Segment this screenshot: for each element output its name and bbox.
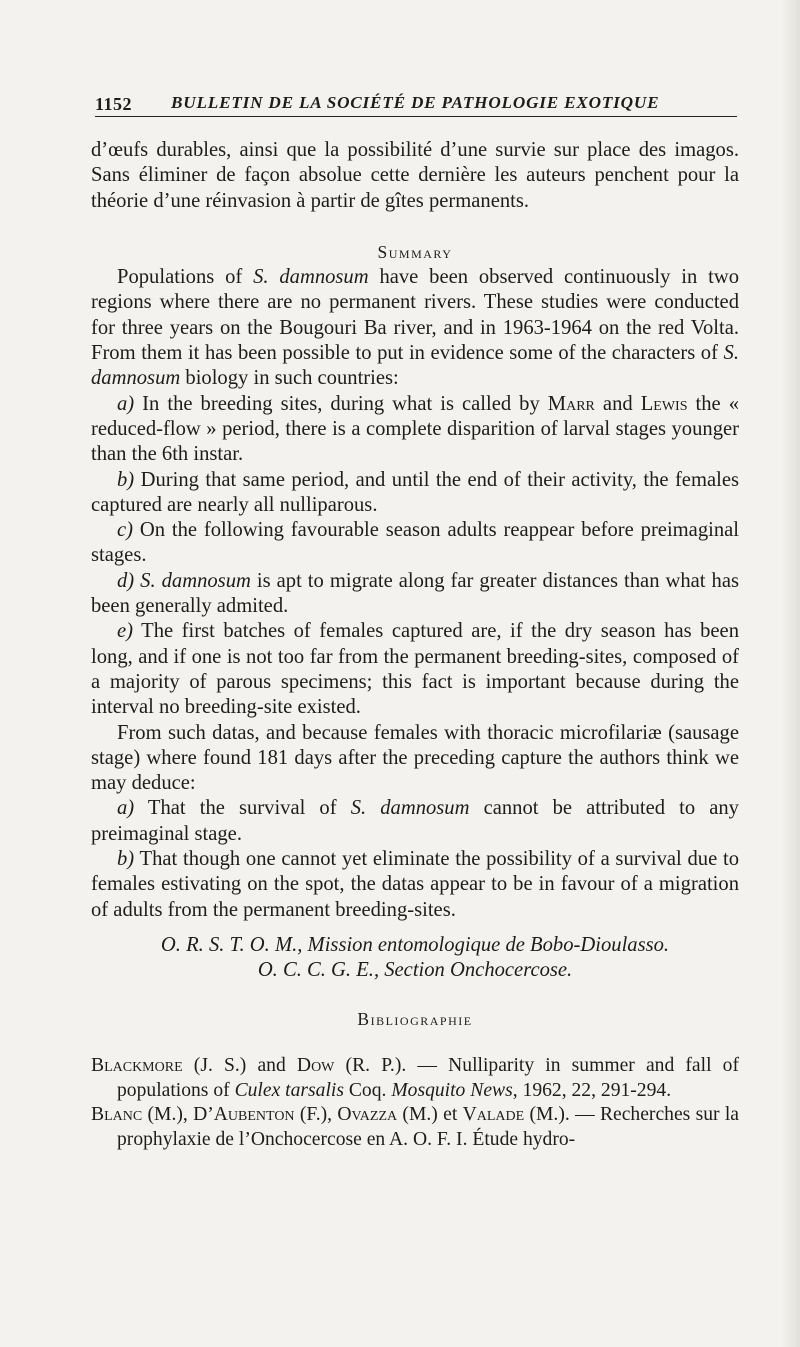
- species-name: S. damnosum: [350, 797, 470, 820]
- summary-deduction-paragraph: From such datas, and because females with thoracic microfilariæ (sausage stage) where found 181 days after the preceding capture the authors think we may deduce:: [91, 721, 739, 795]
- author-name: Valade: [462, 1104, 525, 1126]
- bibliography-entry: Blanc (M.), D’Aubenton (F.), Ovazza (M.) et Valade (M.). — Recherches sur la prophylaxie de l’Onchocercose en A. O. F. I. Étude hydro-: [91, 1104, 739, 1150]
- bibliography-entry: Blackmore (J. S.) and Dow (R. P.). — Nulliparity in summer and fall of populations of Culex tarsalis Coq. Mosquito News, 1962, 22, 291-294.: [91, 1054, 739, 1101]
- author-name: Marr: [547, 392, 595, 415]
- bibliography-heading: Bibliographie: [357, 1008, 473, 1029]
- author-name: Ovazza: [337, 1104, 398, 1126]
- species-name: S. damnosum: [91, 342, 739, 390]
- running-head: [95, 92, 737, 117]
- summary-item-b: b) During that same period, and until the end of their activity, the females captured are nearly all nulliparous.: [91, 468, 739, 516]
- summary-item-e: e) The first batches of females captured are, if the dry season has been long, and if one is not too far from the permanent breeding-sites, composed of a majority of parous specimens; this fact is important because during the interval no breeding-site existed.: [91, 620, 739, 719]
- item-label: d): [117, 569, 135, 592]
- summary-conclusion-a: a) That the survival of S. damnosum cannot be attributed to any preimaginal stage.: [91, 797, 739, 845]
- species-name: S. damnosum: [253, 266, 369, 289]
- french-conclusion-paragraph: d’œufs durables, ainsi que la possibilité d’une survie sur place des imagos. Sans éliminer de façon absolue cette dernière les auteurs penchent pour la théorie d’une réinvasion à partir de gîtes permanents.: [91, 139, 739, 212]
- item-label: a): [117, 797, 135, 820]
- author-name: Lewis: [640, 392, 688, 415]
- item-label: b): [117, 848, 135, 871]
- species-name: Culex tarsalis: [234, 1079, 344, 1101]
- summary-item-c: c) On the following favourable season adults reappear before preimaginal stages.: [91, 519, 739, 567]
- summary-item-a: a) In the breeding sites, during what is called by Marr and Lewis the « reduced-flow » period, there is a complete disparition of larval stages younger than the 6th instar.: [91, 392, 739, 466]
- item-label: c): [117, 519, 133, 542]
- page-edge-shadow: [782, 0, 800, 1347]
- author-name: Aubenton: [213, 1104, 295, 1126]
- author-name: Blackmore: [91, 1054, 183, 1076]
- author-name: Blanc: [91, 1104, 143, 1126]
- affiliation-line: O. C. C. G. E., Section Onchocercose.: [257, 959, 573, 982]
- summary-item-d: d) S. damnosum is apt to migrate along far greater distances than what has been generally admited.: [91, 569, 739, 618]
- item-label: b): [117, 468, 135, 491]
- species-name: S. damnosum: [134, 569, 251, 592]
- summary-heading: Summary: [377, 241, 453, 262]
- item-label: a): [117, 392, 135, 415]
- journal-title: BULLETIN DE LA SOCIÉTÉ DE PATHOLOGIE EXOTIQUE: [171, 93, 660, 112]
- affiliation-line: O. R. S. T. O. M., Mission entomologique de Bobo-Dioulasso.: [160, 933, 670, 956]
- author-name: Dow: [296, 1054, 335, 1076]
- summary-conclusion-b: b) That though one cannot yet eliminate the possibility of a survival due to females estivating on the spot, the datas appear to be in favour of a migration of adults from the permanent breeding-sites.: [91, 848, 739, 921]
- page-number: 1152: [95, 94, 133, 114]
- affiliation-block: [91, 933, 739, 984]
- journal-name: Mosquito News: [391, 1079, 513, 1101]
- body-text: [91, 138, 739, 1153]
- summary-intro-paragraph: Populations of S. damnosum have been observed continuously in two regions where there are no permanent rivers. These studies were conducted for three years on the Bougouri Ba river, and in 1963-1964 on the red Volta. From them it has been possible to put in evidence some of the characters of S. damnosum biology in such countries:: [91, 266, 739, 390]
- item-label: e): [117, 620, 133, 643]
